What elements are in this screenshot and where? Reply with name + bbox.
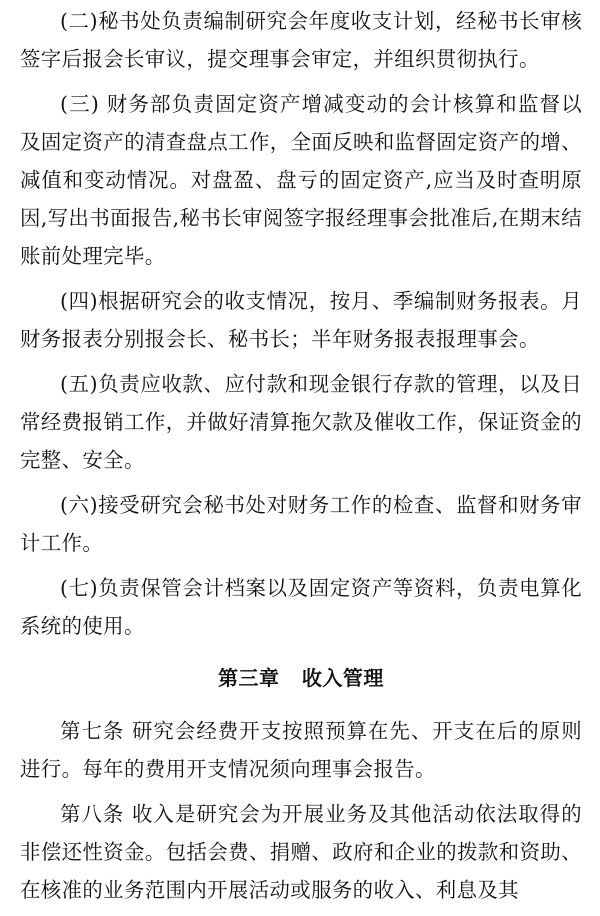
article-7: 第七条 研究会经费开支按照预算在先、开支在后的原则进行。每年的费用开支情况须向理事会报告。 — [20, 719, 582, 781]
document-page — [20, 2, 582, 916]
paragraph-item-5: (五)负责应收款、应付款和现金银行存款的管理，以及日常经费报销工作，并做好清算拖欠款及催收工作，保证资金的完整、安全。 — [20, 372, 582, 472]
article-8: 第八条 收入是研究会为开展业务及其他活动依法取得的非偿还性资金。包括会费、捐赠、政府和企业的拨款和资助、在核准的业务范围内开展活动或服务的收入、利息及其 — [20, 802, 582, 902]
paragraph-item-4: (四)根据研究会的收支情况，按月、季编制财务报表。月财务报表分别报会长、秘书长；半年财务报表报理事会。 — [20, 289, 582, 351]
paragraph-item-2: (二)秘书处负责编制研究会年度收支计划，经秘书长审核签字后报会长审议，提交理事会审定，并组织贯彻执行。 — [20, 9, 582, 71]
paragraph-item-3: (三) 财务部负责固定资产增减变动的会计核算和监督以及固定资产的清查盘点工作，全面反映和监督固定资产的增、减值和变动情况。对盘盈、盘亏的固定资产,应当及时查明原因,写出书面报告,秘书长审阅签字报经理事会批准后,在期末结账前处理完毕。 — [20, 92, 582, 268]
chapter-heading: 第三章 收入管理 — [218, 666, 384, 690]
paragraph-item-6: (六)接受研究会秘书处对财务工作的检查、监督和财务审计工作。 — [20, 493, 582, 555]
paragraph-item-7: (七)负责保管会计档案以及固定资产等资料，负责电算化系统的使用。 — [20, 576, 582, 638]
